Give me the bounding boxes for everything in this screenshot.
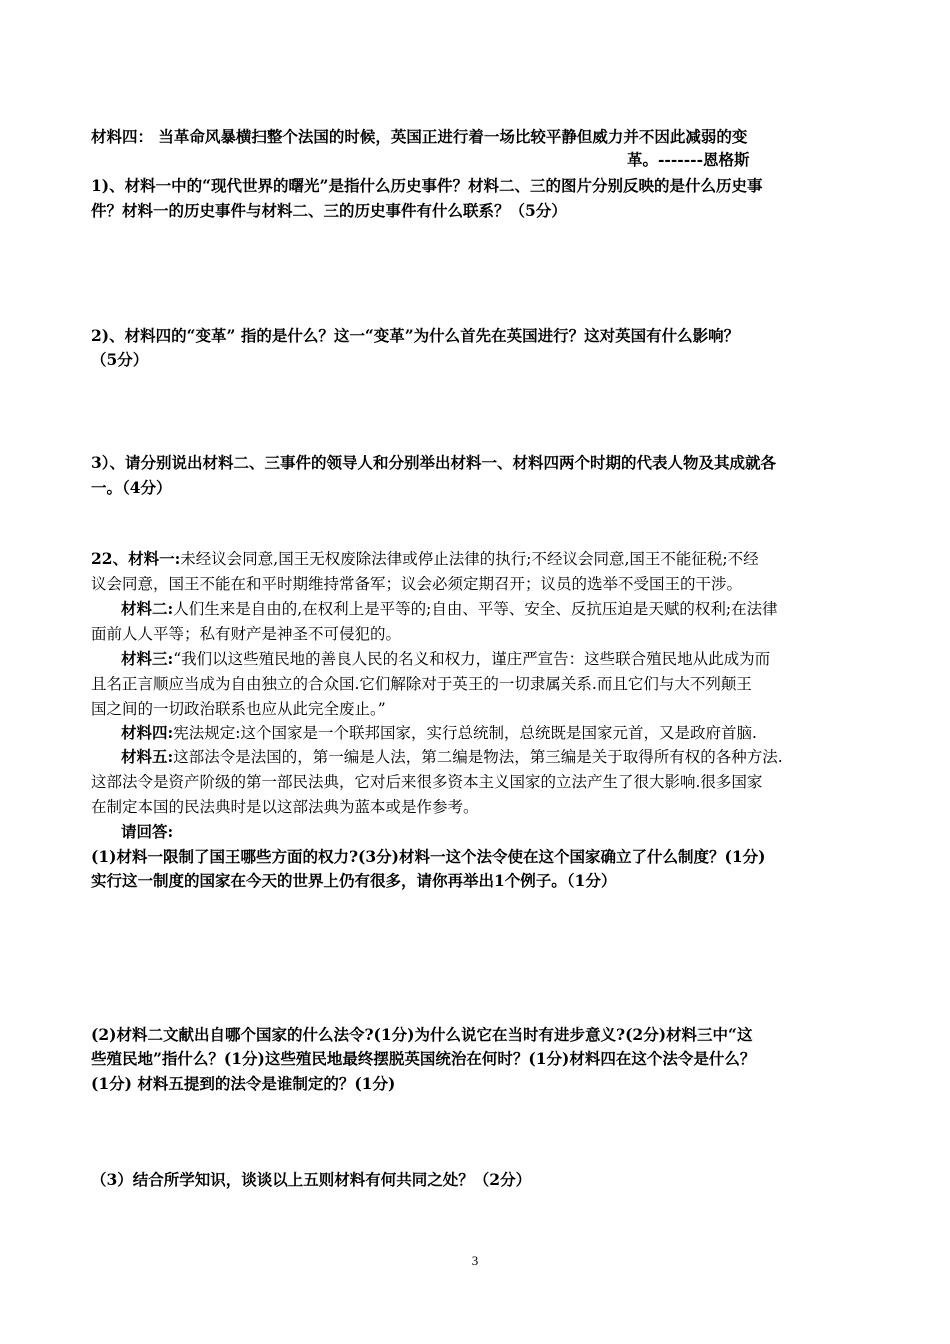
material3-text1: “我们以这些殖民地的善良人民的名义和权力，谨庄严宣告：这些联合殖民地从此成为而 [173, 650, 771, 668]
material1-text1: 未经议会同意,国王无权废除法律或停止法律的执行;不经议会同意,国王不能征税;不经 [180, 550, 759, 568]
material1-line1 [91, 548, 759, 570]
part1-line1: (1)材料一限制了国王哪些方面的权力?(3分)材料一这个法令使在这个国家确立了什么制度？(1分) [91, 847, 766, 866]
part2-line2: 些殖民地”指什么？(1分)这些殖民地最终摆脱英国统治在何时？(1分)材料四在这个法令是什么？ [91, 1049, 756, 1068]
material5-label: 材料五: [121, 747, 174, 766]
material4b-label: 材料四: [121, 723, 174, 742]
part2-line1: (2)材料二文献出自哪个国家的什么法令?(1分)为什么说它在当时有进步意义?(2分)材料三中“这 [91, 1025, 753, 1044]
material4-line1: 材料四： 当革命风暴横扫整个法国的时候，英国正进行着一场比较平静但威力并不因此减弱的变 [91, 127, 748, 146]
part1-line2: 实行这一制度的国家在今天的世界上仍有很多，请你再举出1个例子。（1分） [91, 871, 617, 890]
question1-line1: 1)、材料一中的“现代世界的曙光”是指什么历史事件？材料二、三的图片分别反映的是什么历史事 [91, 176, 763, 195]
material2-label: 材料二: [121, 599, 174, 618]
question2-line1: 2)、材料四的“变革” 指的是什么？这一“变革”为什么首先在英国进行？这对英国有什么影响？ [91, 326, 740, 345]
material5-text1: 这部法令是法国的，第一编是人法，第二编是物法，第三编是关于取得所有权的各种方法. [173, 748, 783, 766]
question3-line2: 一。（4分） [91, 478, 172, 497]
material1-label: 22、材料一: [91, 549, 181, 568]
material5-line3: 在制定本国的民法典时是以这部法典为蓝本或是作参考。 [91, 798, 479, 816]
material1-line2: 议会同意，国王不能在和平时期维持常备军；议会必须定期召开；议员的选举不受国王的干涉。 [91, 575, 743, 593]
material5-line2: 这部法令是资产阶级的第一部民法典，它对后来很多资本主义国家的立法产生了很大影响.很多国家 [91, 773, 763, 791]
answer-prompt: 请回答: [121, 822, 174, 841]
page-number: 3 [471, 1253, 479, 1268]
part3-line1: （3）结合所学知识，谈谈以上五则材料有何共同之处？（2分） [91, 1170, 532, 1189]
material2-text1: 人们生来是自由的,在权利上是平等的;自由、平等、安全、反抗压迫是天赋的权利;在法律 [173, 600, 778, 618]
material3-line1 [121, 648, 770, 670]
part2-line3: (1分) 材料五提到的法令是谁制定的？(1分) [91, 1074, 396, 1093]
material2-line2: 面前人人平等；私有财产是神圣不可侵犯的。 [91, 625, 402, 643]
material4-line2: 革。-------恩格斯 [627, 150, 750, 169]
question3-line1: 3）、请分别说出材料二、三事件的领导人和分别举出材料一、材料四两个时期的代表人物及其成就各 [91, 453, 777, 472]
material2-line1 [121, 598, 778, 620]
material3-line2: 且名正言顺应当成为自由独立的合众国.它们解除对于英王的一切隶属关系.而且它们与大不列颠王 [91, 675, 752, 693]
question2-line2: （5分） [91, 350, 149, 369]
material4b-text1: 宪法规定:这个国家是一个联邦国家，实行总统制，总统既是国家元首，又是政府首脑. [173, 724, 757, 742]
material5-line1 [121, 746, 783, 768]
material3-line3: 国之间的一切政治联系也应从此完全废止。” [91, 700, 386, 718]
material4b-line1 [121, 722, 757, 744]
question1-line2: 件？材料一的历史事件与材料二、三的历史事件有什么联系？（5分） [91, 201, 567, 220]
material3-label: 材料三: [121, 649, 174, 668]
